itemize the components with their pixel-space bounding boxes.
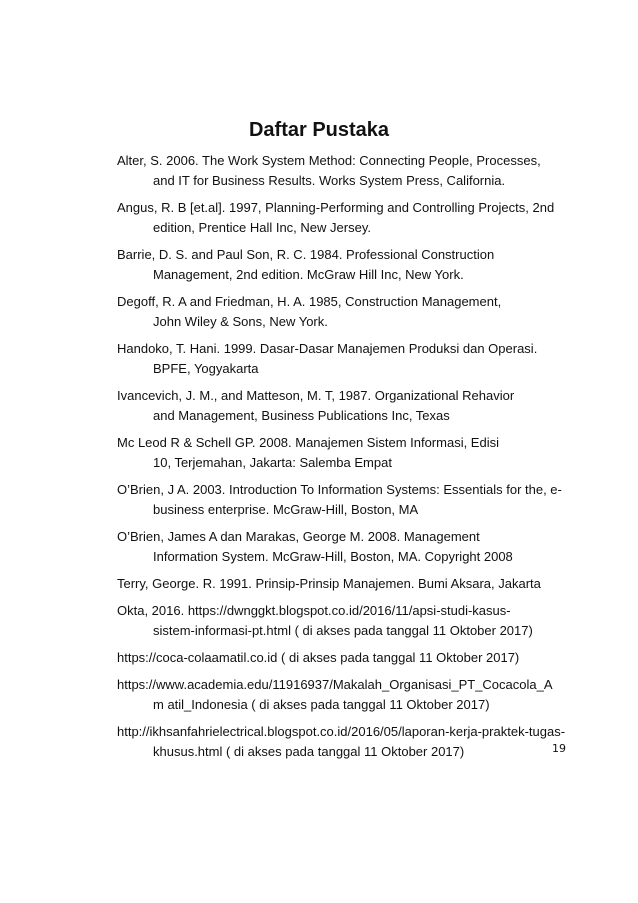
- reference-list: [117, 151, 567, 769]
- reference-text: Handoko, T. Hani. 1999. Dasar-Dasar Manajemen Produksi dan Operasi.: [117, 341, 538, 356]
- reference-text: O’Brien, J A. 2003. Introduction To Information Systems: Essentials for the, e-: [117, 482, 562, 497]
- reference-text-continued: khusus.html ( di akses pada tanggal 11 Oktober 2017): [153, 744, 465, 759]
- reference-text-continued: edition, Prentice Hall Inc, New Jersey.: [153, 220, 371, 235]
- reference-text-continued: and IT for Business Results. Works System Press, California.: [153, 173, 506, 188]
- reference-text: Angus, R. B [et.al]. 1997, Planning-Performing and Controlling Projects, 2nd: [117, 200, 555, 215]
- reference-item: [117, 574, 567, 594]
- reference-text: Ivancevich, J. M., and Matteson, M. T, 1987. Organizational Rehavior: [117, 388, 515, 403]
- reference-item: [117, 386, 567, 426]
- reference-text-continued: and Management, Business Publications Inc, Texas: [153, 408, 450, 423]
- reference-text-continued: business enterprise. McGraw-Hill, Boston, MA: [153, 502, 419, 517]
- page-number: 19: [552, 742, 566, 755]
- reference-item: [117, 339, 567, 379]
- reference-text: http://ikhsanfahrielectrical.blogspot.co.id/2016/05/laporan-kerja-praktek-tugas-: [117, 724, 566, 739]
- reference-text-continued: BPFE, Yogyakarta: [153, 361, 259, 376]
- reference-text-continued: John Wiley & Sons, New York.: [153, 314, 328, 329]
- reference-text: Barrie, D. S. and Paul Son, R. C. 1984. Professional Construction: [117, 247, 495, 262]
- reference-text-continued: m atil_Indonesia ( di akses pada tanggal 11 Oktober 2017): [153, 697, 490, 712]
- reference-text: https://coca-colaamatil.co.id ( di akses pada tanggal 11 Oktober 2017): [117, 650, 520, 665]
- reference-text: Degoff, R. A and Friedman, H. A. 1985, Construction Management,: [117, 294, 502, 309]
- reference-text-continued: sistem-informasi-pt.html ( di akses pada tanggal 11 Oktober 2017): [153, 623, 533, 638]
- reference-text: Alter, S. 2006. The Work System Method: Connecting People, Processes,: [117, 153, 541, 168]
- reference-item: [117, 151, 567, 191]
- reference-item: [117, 648, 567, 668]
- reference-item: [117, 722, 567, 762]
- reference-text: https://www.academia.edu/11916937/Makalah_Organisasi_PT_Cocacola_A: [117, 677, 553, 692]
- reference-item: [117, 675, 567, 715]
- page-title: Daftar Pustaka: [248, 119, 390, 141]
- reference-item: [117, 198, 567, 238]
- reference-text: Terry, George. R. 1991. Prinsip-Prinsip Manajemen. Bumi Aksara, Jakarta: [117, 576, 541, 591]
- reference-item: [117, 480, 567, 520]
- reference-item: [117, 601, 567, 641]
- reference-text: Mc Leod R & Schell GP. 2008. Manajemen Sistem Informasi, Edisi: [117, 435, 499, 450]
- reference-item: [117, 292, 567, 332]
- reference-text: O’Brien, James A dan Marakas, George M. 2008. Management: [117, 529, 480, 544]
- reference-item: [117, 245, 567, 285]
- reference-text-continued: Management, 2nd edition. McGraw Hill Inc, New York.: [153, 267, 464, 282]
- reference-text: Okta, 2016. https://dwnggkt.blogspot.co.id/2016/11/apsi-studi-kasus-: [117, 603, 511, 618]
- reference-item: [117, 433, 567, 473]
- reference-item: [117, 527, 567, 567]
- reference-text-continued: Information System. McGraw-Hill, Boston, MA. Copyright 2008: [153, 549, 513, 564]
- reference-text-continued: 10, Terjemahan, Jakarta: Salemba Empat: [153, 455, 392, 470]
